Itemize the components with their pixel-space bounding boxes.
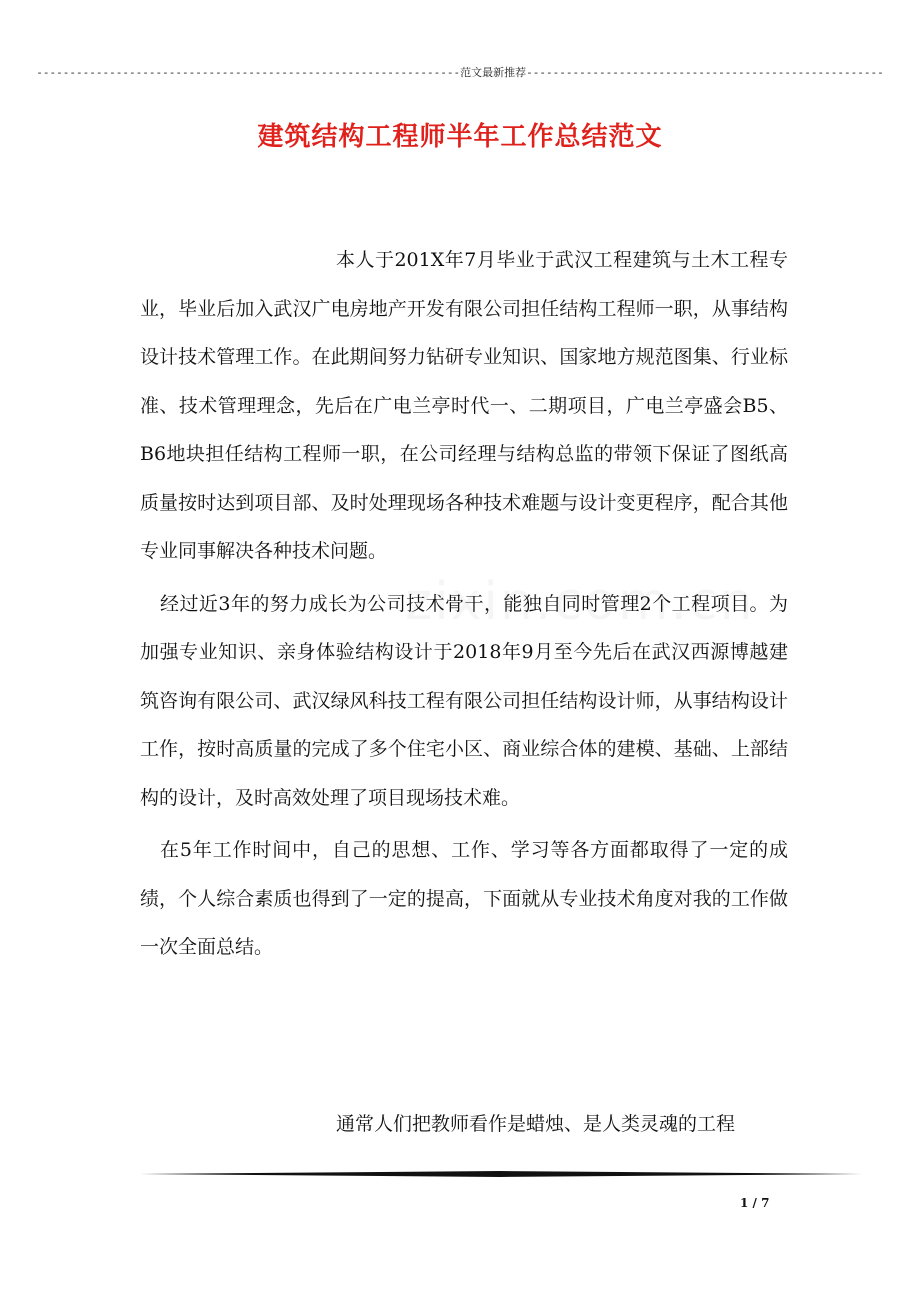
document-body (140, 236, 788, 972)
page-number: 1 / 7 (740, 1196, 770, 1210)
paragraph-3: 在5年工作时间中，自己的思想、工作、学习等各方面都取得了一定的成绩，个人综合素质也得到了一定的提高，下面就从专业技术角度对我的工作做一次全面总结。 (140, 839, 788, 958)
closing-line: 通常人们把教师看作是蜡烛、是人类灵魂的工程 (336, 1113, 736, 1135)
document-title: 建筑结构工程师半年工作总结范文 (257, 122, 663, 152)
paragraph-2: 经过近3年的努力成长为公司技术骨干，能独自同时管理2个工程项目。为加强专业知识、亲身体验结构设计于2018年9月至今先后在武汉西源博越建筑咨询有限公司、武汉绿风科技工程有限公司担任结构设计师，从事结构设计工作，按时高质量的完成了多个住宅小区、商业综合体的建模、基础、上部结构的设计，及时高效处理了项目现场技术难。 (140, 592, 788, 809)
header-banner: ----------------------------------------------------------------范文最新推荐------------------------------------------------------ (36, 66, 884, 79)
footer-rule (140, 1171, 862, 1177)
paragraph-1: 本人于201X年7月毕业于武汉工程建筑与土木工程专业，毕业后加入武汉广电房地产开发有限公司担任结构工程师一职，从事结构设计技术管理工作。在此期间努力钻研专业知识、国家地方规范图集、行业标准、技术管理理念，先后在广电兰亭时代一、二期项目，广电兰亭盛会B5、B6地块担任结构工程师一职，在公司经理与结构总监的带领下保证了图纸高质量按时达到项目部、及时处理现场各种技术难题与设计变更程序，配合其他专业同事解决各种技术问题。 (140, 249, 788, 562)
